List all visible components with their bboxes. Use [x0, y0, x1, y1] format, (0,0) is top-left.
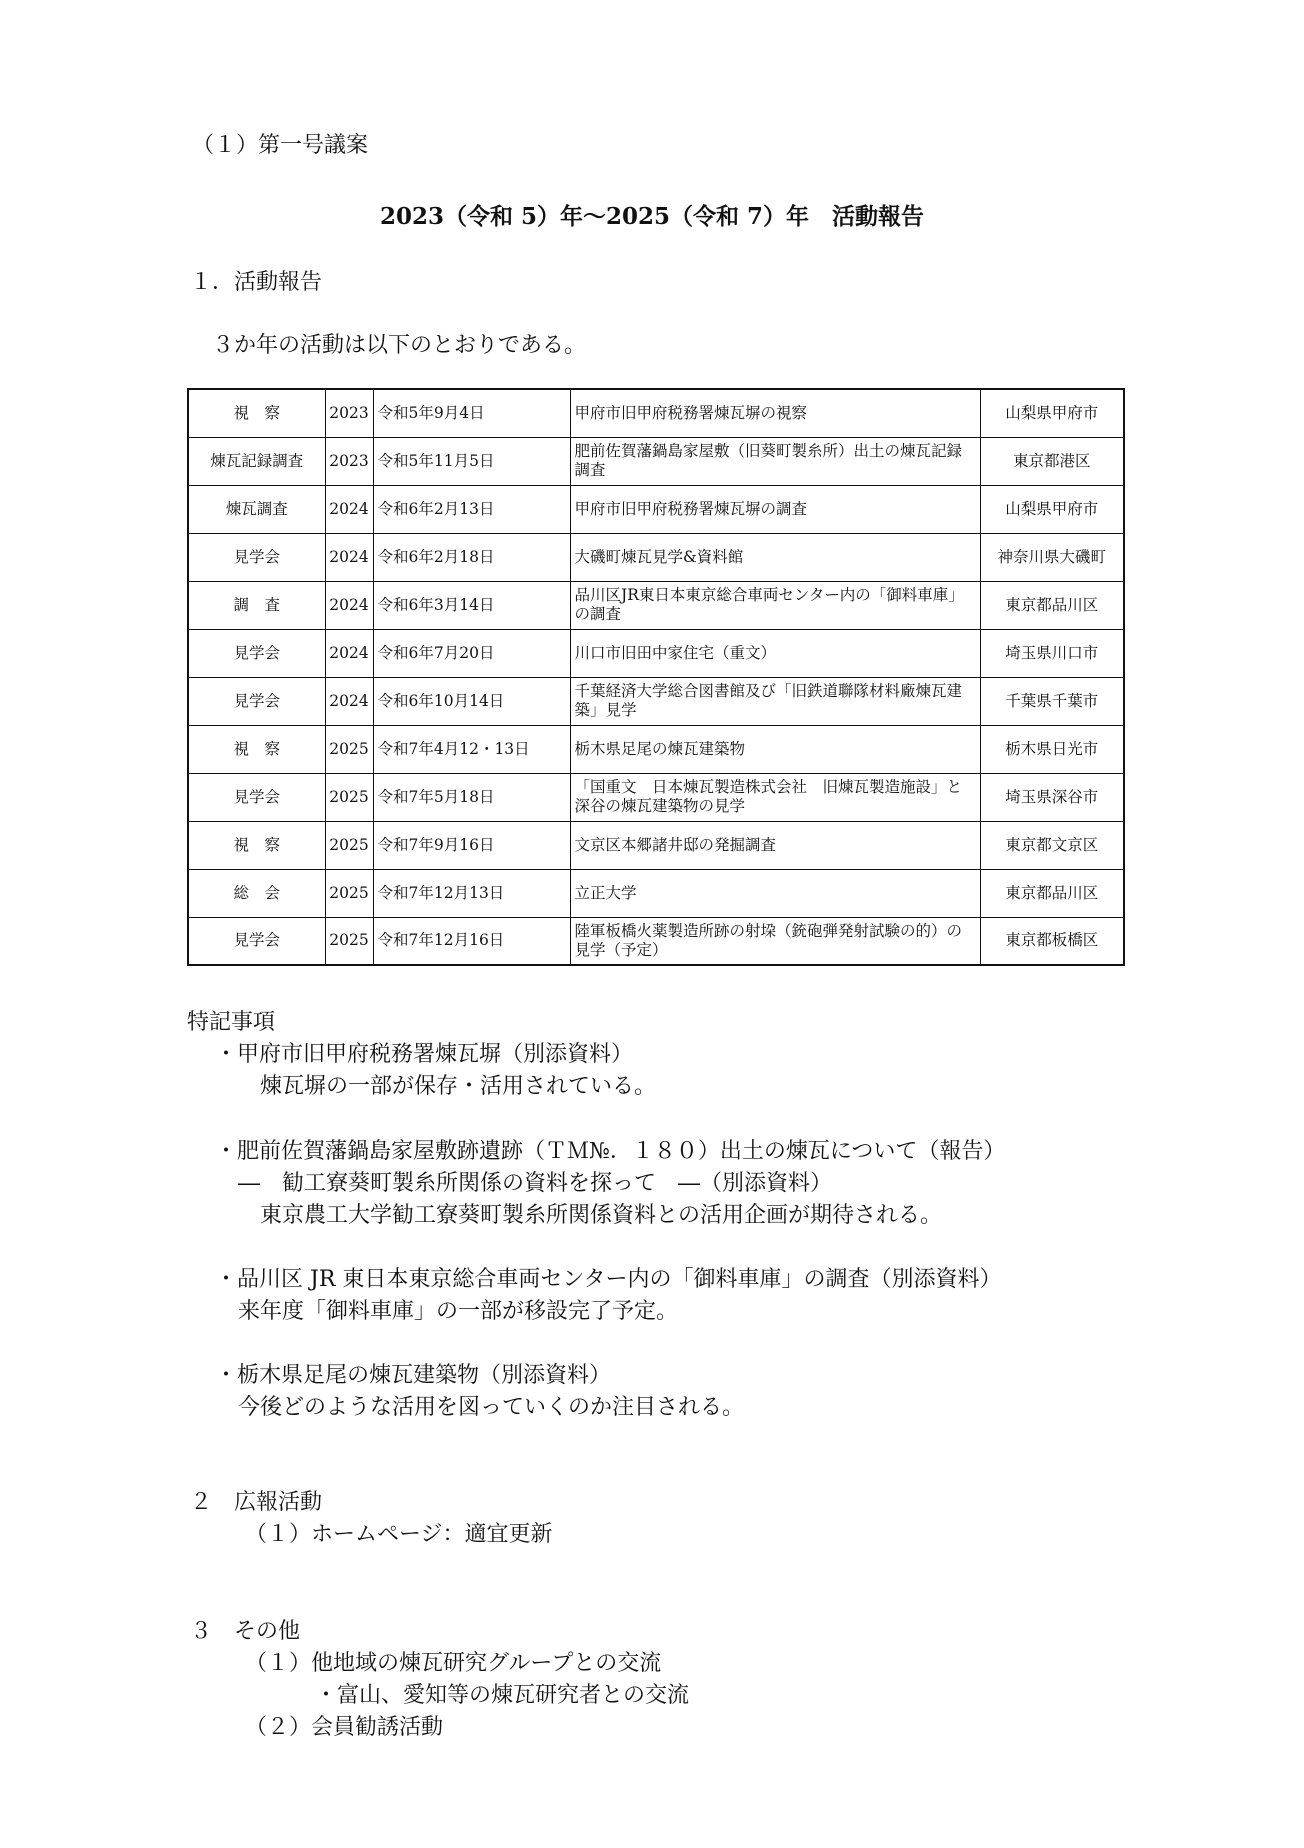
table-row — [188, 869, 1124, 917]
other-item-exchange-sub: ・富山、愛知等の煉瓦研究者との交流 — [315, 1683, 690, 1708]
note-line: 今後どのような活用を図っていくのか注目される。 — [238, 1395, 745, 1420]
section-heading-activity-report: １．活動報告 — [190, 270, 323, 295]
activity-year-cell: 2024 — [325, 581, 373, 629]
table-row — [188, 533, 1124, 581]
activity-date-cell: 令和6年2月18日 — [373, 533, 570, 581]
pr-item-homepage: （１）ホームページ：適宜更新 — [245, 1522, 553, 1547]
activity-year-cell: 2023 — [325, 389, 373, 437]
activity-description-cell: 陸軍板橋火薬製造所跡の射垜（銃砲弾発射試験の的）の見学（予定） — [570, 917, 980, 965]
activity-year-cell: 2024 — [325, 533, 373, 581]
table-row — [188, 581, 1124, 629]
activity-type-cell: 煉瓦記録調査 — [188, 437, 325, 485]
activity-table — [187, 388, 1125, 966]
activity-year-cell: 2025 — [325, 725, 373, 773]
table-row — [188, 917, 1124, 965]
activity-date-cell: 令和6年10月14日 — [373, 677, 570, 725]
activity-location-cell: 千葉県千葉市 — [980, 677, 1124, 725]
activity-description-cell: 品川区JR東日本東京総合車両センター内の「御料車庫」の調査 — [570, 581, 980, 629]
activity-date-cell: 令和7年12月13日 — [373, 869, 570, 917]
activity-description-cell: 立正大学 — [570, 869, 980, 917]
note-line: ・品川区 JR 東日本東京総合車両センター内の「御料車庫」の調査（別添資料） — [215, 1267, 1002, 1292]
note-line: 煉瓦塀の一部が保存・活用されている。 — [260, 1074, 657, 1099]
activity-date-cell: 令和6年3月14日 — [373, 581, 570, 629]
activity-description-cell: 栃木県足尾の煉瓦建築物 — [570, 725, 980, 773]
activity-type-cell: 調 査 — [188, 581, 325, 629]
activity-description-cell: 川口市旧田中家住宅（重文） — [570, 629, 980, 677]
activity-type-cell: 総 会 — [188, 869, 325, 917]
note-line: 東京農工大学勧工寮葵町製糸所関係資料との活用企画が期待される。 — [260, 1203, 943, 1228]
activity-location-cell: 東京都品川区 — [980, 869, 1124, 917]
activity-type-cell: 見学会 — [188, 677, 325, 725]
activity-year-cell: 2023 — [325, 437, 373, 485]
activity-year-cell: 2024 — [325, 629, 373, 677]
activity-description-cell: 文京区本郷諸井邸の発掘調査 — [570, 821, 980, 869]
activity-year-cell: 2025 — [325, 821, 373, 869]
activity-type-cell: 見学会 — [188, 773, 325, 821]
activity-year-cell: 2024 — [325, 485, 373, 533]
note-line: ・栃木県足尾の煉瓦建築物（別添資料） — [215, 1363, 612, 1388]
activity-year-cell: 2024 — [325, 677, 373, 725]
section-heading-other: ３ その他 — [190, 1619, 301, 1644]
activity-description-cell: 甲府市旧甲府税務署煉瓦塀の調査 — [570, 485, 980, 533]
activity-type-cell: 煉瓦調査 — [188, 485, 325, 533]
activity-location-cell: 山梨県甲府市 — [980, 485, 1124, 533]
table-row — [188, 437, 1124, 485]
activity-location-cell: 東京都文京区 — [980, 821, 1124, 869]
activity-date-cell: 令和6年7月20日 — [373, 629, 570, 677]
table-row — [188, 773, 1124, 821]
activity-type-cell: 視 察 — [188, 821, 325, 869]
activity-description-cell: 肥前佐賀藩鍋島家屋敷（旧葵町製糸所）出土の煉瓦記録調査 — [570, 437, 980, 485]
other-item-recruitment: （２）会員勧誘活動 — [245, 1715, 444, 1740]
section-heading-pr: ２ 広報活動 — [190, 1490, 323, 1515]
activity-type-cell: 見学会 — [188, 917, 325, 965]
note-line: ― 勧工寮葵町製糸所関係の資料を探って ―（別添資料） — [238, 1171, 833, 1196]
note-line: ・甲府市旧甲府税務署煉瓦塀（別添資料） — [215, 1042, 634, 1067]
activity-type-cell: 視 察 — [188, 725, 325, 773]
activity-type-cell: 見学会 — [188, 533, 325, 581]
activity-date-cell: 令和6年2月13日 — [373, 485, 570, 533]
activity-description-cell: 「国重文 日本煉瓦製造株式会社 旧煉瓦製造施設」と深谷の煉瓦建築物の見学 — [570, 773, 980, 821]
agenda-label: （１）第一号議案 — [192, 133, 369, 158]
activity-type-cell: 視 察 — [188, 389, 325, 437]
activity-year-cell: 2025 — [325, 869, 373, 917]
activity-table-body — [188, 389, 1124, 965]
table-row — [188, 821, 1124, 869]
activity-location-cell: 埼玉県深谷市 — [980, 773, 1124, 821]
activity-description-cell: 千葉経済大学総合図書館及び「旧鉄道聯隊材料廠煉瓦建築」見学 — [570, 677, 980, 725]
activity-location-cell: 東京都港区 — [980, 437, 1124, 485]
table-row — [188, 629, 1124, 677]
activity-type-cell: 見学会 — [188, 629, 325, 677]
table-row — [188, 677, 1124, 725]
activity-year-cell: 2025 — [325, 773, 373, 821]
activity-date-cell: 令和7年12月16日 — [373, 917, 570, 965]
activity-description-cell: 甲府市旧甲府税務署煉瓦塀の視察 — [570, 389, 980, 437]
activity-date-cell: 令和5年11月5日 — [373, 437, 570, 485]
note-line: ・肥前佐賀藩鍋島家屋敷跡遺跡（ＴＭ№．１８０）出土の煉瓦について（報告） — [215, 1139, 1006, 1164]
table-row — [188, 485, 1124, 533]
activity-year-cell: 2025 — [325, 917, 373, 965]
activity-location-cell: 東京都板橋区 — [980, 917, 1124, 965]
activity-date-cell: 令和7年4月12・13日 — [373, 725, 570, 773]
intro-text: ３か年の活動は以下のとおりである。 — [212, 333, 587, 358]
activity-description-cell: 大磯町煉瓦見学&資料館 — [570, 533, 980, 581]
activity-location-cell: 栃木県日光市 — [980, 725, 1124, 773]
activity-date-cell: 令和7年9月16日 — [373, 821, 570, 869]
activity-location-cell: 東京都品川区 — [980, 581, 1124, 629]
activity-location-cell: 山梨県甲府市 — [980, 389, 1124, 437]
table-row — [188, 725, 1124, 773]
table-row — [188, 389, 1124, 437]
note-line: 来年度「御料車庫」の一部が移設完了予定。 — [238, 1299, 679, 1324]
activity-date-cell: 令和5年9月4日 — [373, 389, 570, 437]
page-title: 2023（令和 5）年～2025（令和 7）年 活動報告 — [379, 203, 925, 230]
notes-heading: 特記事項 — [187, 1010, 276, 1035]
other-item-exchange: （１）他地域の煉瓦研究グループとの交流 — [245, 1651, 662, 1676]
activity-date-cell: 令和7年5月18日 — [373, 773, 570, 821]
activity-location-cell: 埼玉県川口市 — [980, 629, 1124, 677]
activity-location-cell: 神奈川県大磯町 — [980, 533, 1124, 581]
